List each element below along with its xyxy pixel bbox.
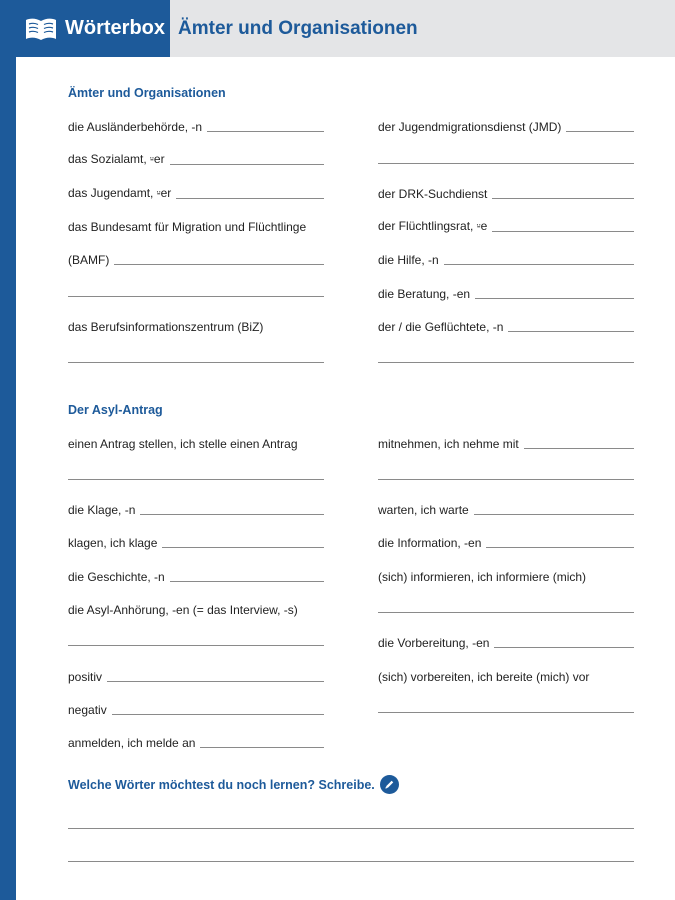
write-line[interactable] [566, 131, 634, 132]
vocab-entry[interactable] [378, 118, 634, 134]
vocab-label: (BAMF) [68, 253, 110, 267]
section-title-asylum: Der Asyl-Antrag [68, 403, 163, 417]
vocab-label: die Asyl-Anhörung, -en (= das Interview, -s) [68, 603, 298, 617]
page-title: Ämter und Organisationen [178, 18, 418, 39]
write-line[interactable] [68, 296, 324, 297]
vocab-label: warten, ich warte [378, 503, 469, 517]
vocab-entry[interactable] [68, 185, 324, 201]
write-line[interactable] [140, 514, 324, 515]
vocab-label: anmelden, ich melde an [68, 736, 196, 750]
vocab-entry [378, 568, 638, 584]
writing-prompt [68, 775, 399, 794]
sidebar-stripe [0, 0, 16, 900]
write-line[interactable] [492, 198, 634, 199]
vocab-entry [68, 601, 368, 617]
vocab-entry [68, 218, 368, 234]
vocab-label: das Berufsinformationszentrum (BiZ) [68, 320, 264, 334]
write-line[interactable] [378, 163, 634, 164]
vocab-entry[interactable] [68, 568, 324, 584]
vocab-entry[interactable] [378, 218, 634, 234]
write-line[interactable] [475, 298, 634, 299]
write-line[interactable] [200, 747, 324, 748]
vocab-entry[interactable] [378, 634, 634, 650]
vocab-entry[interactable] [378, 501, 634, 517]
vocab-label: negativ [68, 703, 107, 717]
write-line[interactable] [112, 714, 324, 715]
vocab-entry[interactable] [378, 185, 634, 201]
vocab-label: die Klage, -n [68, 503, 136, 517]
write-line[interactable] [170, 581, 324, 582]
write-line[interactable] [508, 331, 634, 332]
vocab-label: das Bundesamt für Migration und Flüchtlinge [68, 220, 307, 234]
vocab-entry[interactable] [378, 285, 634, 301]
write-line[interactable] [68, 362, 324, 363]
vocab-label: (sich) vorbereiten, ich bereite (mich) vor [378, 670, 590, 684]
write-line[interactable] [494, 647, 634, 648]
write-line[interactable] [492, 231, 634, 232]
write-line[interactable] [207, 131, 324, 132]
vocab-label: klagen, ich klage [68, 536, 158, 550]
write-line[interactable] [68, 479, 324, 480]
write-line[interactable] [378, 479, 634, 480]
vocab-label: die Geschichte, -n [68, 570, 165, 584]
write-line[interactable] [378, 712, 634, 713]
vocab-entry[interactable] [68, 151, 324, 167]
vocab-label: das Jugendamt, ⸚er [68, 186, 172, 200]
vocab-label: der Flüchtlingsrat, ⸚e [378, 219, 488, 233]
vocab-entry[interactable] [378, 251, 634, 267]
vocab-label: positiv [68, 670, 103, 684]
write-line[interactable] [524, 448, 634, 449]
section-title-offices: Ämter und Organisationen [68, 86, 226, 100]
write-line[interactable] [68, 645, 324, 646]
book-icon [25, 17, 57, 41]
vocab-entry[interactable] [68, 701, 324, 717]
write-line[interactable] [170, 164, 324, 165]
write-line[interactable] [176, 198, 324, 199]
write-line[interactable] [107, 681, 324, 682]
vocab-label: (sich) informieren, ich informiere (mich) [378, 570, 587, 584]
write-line[interactable] [474, 514, 634, 515]
vocab-label: die Ausländerbehörde, -n [68, 120, 203, 134]
vocab-entry[interactable] [378, 318, 634, 334]
brand-block [0, 0, 170, 57]
vocab-label: der DRK-Suchdienst [378, 187, 488, 201]
vocab-entry[interactable] [68, 501, 324, 517]
brand-title: Wörterbox [65, 17, 165, 39]
write-line[interactable] [444, 264, 634, 265]
pencil-icon [380, 775, 399, 794]
vocab-entry[interactable] [68, 734, 324, 750]
vocab-entry[interactable] [68, 118, 324, 134]
vocab-entry [68, 318, 324, 334]
vocab-label: mitnehmen, ich nehme mit [378, 437, 519, 451]
vocab-entry [68, 435, 368, 451]
write-line[interactable] [68, 828, 634, 829]
vocab-entry[interactable] [68, 668, 324, 684]
write-line[interactable] [114, 264, 324, 265]
vocab-entry [378, 668, 638, 684]
vocab-label: die Beratung, -en [378, 287, 471, 301]
vocab-label: das Sozialamt, ⸚er [68, 152, 165, 166]
vocab-entry[interactable] [68, 534, 324, 550]
vocab-label: einen Antrag stellen, ich stelle einen Antrag [68, 437, 298, 451]
vocab-label: der / die Geflüchtete, -n [378, 320, 504, 334]
vocab-entry[interactable] [378, 534, 634, 550]
vocab-entry[interactable] [378, 435, 634, 451]
write-line[interactable] [68, 861, 634, 862]
vocab-entry[interactable] [68, 251, 324, 267]
prompt-text: Welche Wörter möchtest du noch lernen? Schreibe. [68, 777, 375, 792]
write-line[interactable] [486, 547, 634, 548]
vocab-label: der Jugendmigrationsdienst (JMD) [378, 120, 562, 134]
vocab-label: die Hilfe, -n [378, 253, 439, 267]
page-header [0, 0, 675, 57]
vocab-label: die Information, -en [378, 536, 482, 550]
write-line[interactable] [378, 362, 634, 363]
write-line[interactable] [378, 612, 634, 613]
vocab-label: die Vorbereitung, -en [378, 636, 490, 650]
write-line[interactable] [162, 547, 324, 548]
